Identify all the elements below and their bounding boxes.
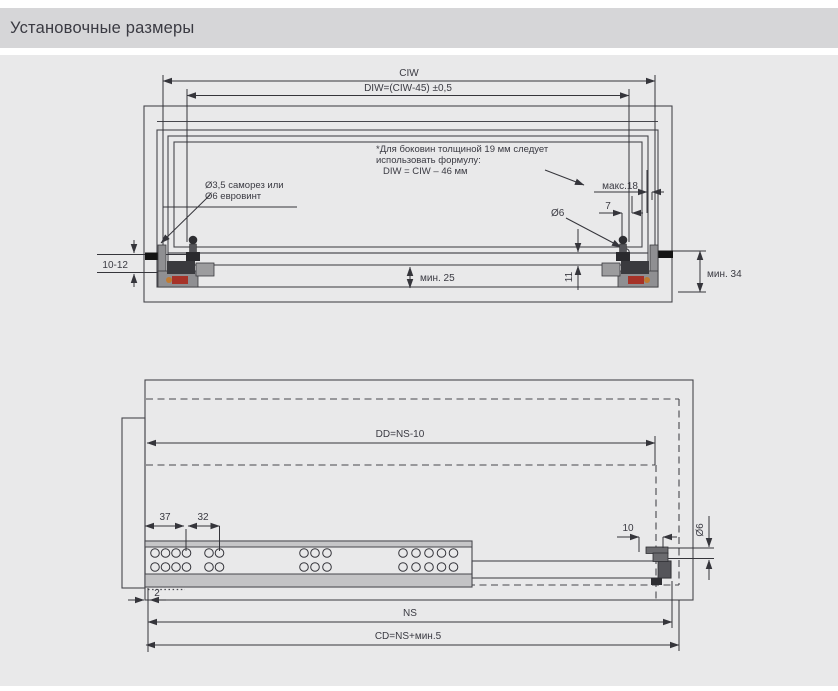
side-view-drawing [122, 380, 714, 652]
cabinet-side-outline [145, 380, 693, 600]
cd-label: CD=NS+мин.5 [374, 631, 442, 642]
pin-dia-label: Ø6 [695, 523, 706, 537]
locating-pin-left [189, 236, 198, 253]
min25-dimension [410, 267, 455, 288]
ns-label: NS [403, 608, 417, 619]
dd-dimension [147, 429, 655, 465]
bottom-offset-dimension [564, 229, 578, 290]
top-view-drawing [97, 68, 742, 302]
mounting-holes-top-row [151, 549, 458, 558]
slide-extension-arm [472, 561, 671, 585]
drawer-slide-rail [145, 541, 472, 590]
front-gap-dimension [128, 588, 166, 652]
gap1012-label: 10-12 [102, 260, 128, 271]
note-line-2: использовать формулу: [376, 155, 481, 166]
note-line-3: DIW = CIW – 46 мм [383, 166, 468, 177]
screw-note-line-1: Ø3,5 саморез или [205, 180, 284, 191]
screw-note-line-2: Ø6 евровинт [205, 191, 262, 202]
min34-label: мин. 34 [707, 269, 742, 280]
cabinet-body [144, 106, 672, 302]
rear-hook [646, 547, 668, 562]
left-mount-bracket [158, 245, 214, 287]
front-panel [122, 418, 145, 588]
pitch32-label: 32 [197, 512, 209, 523]
ns-dimension [148, 581, 672, 628]
pin-dia-dimension [668, 516, 714, 580]
bottom-offset-label: 11 [564, 271, 575, 283]
offset7-label: 7 [605, 201, 611, 212]
mounting-holes-bottom-row [151, 563, 458, 572]
right-mount-bracket [602, 245, 658, 287]
hole-dia-label: Ø6 [551, 208, 565, 219]
dd-label: DD=NS-10 [375, 429, 425, 440]
screw-callout [161, 180, 297, 243]
page-title: Установочные размеры [10, 18, 195, 37]
locating-pin-right [619, 236, 628, 253]
formula-note [376, 144, 584, 185]
diw-label: DIW=(CIW-45) ±0,5 [364, 83, 452, 94]
hook-offset-label: 10 [622, 523, 634, 534]
hole-dia-callout [551, 208, 629, 255]
max18-label: макс.18 [602, 181, 638, 192]
min25-label: мин. 25 [420, 273, 455, 284]
min34-dimension [665, 251, 742, 292]
ciw-label: CIW [399, 68, 419, 79]
note-line-1: *Для боковин толщиной 19 мм следует [376, 144, 549, 155]
front-gap-label: 2 [154, 588, 160, 599]
pitch37-label: 37 [159, 512, 171, 523]
